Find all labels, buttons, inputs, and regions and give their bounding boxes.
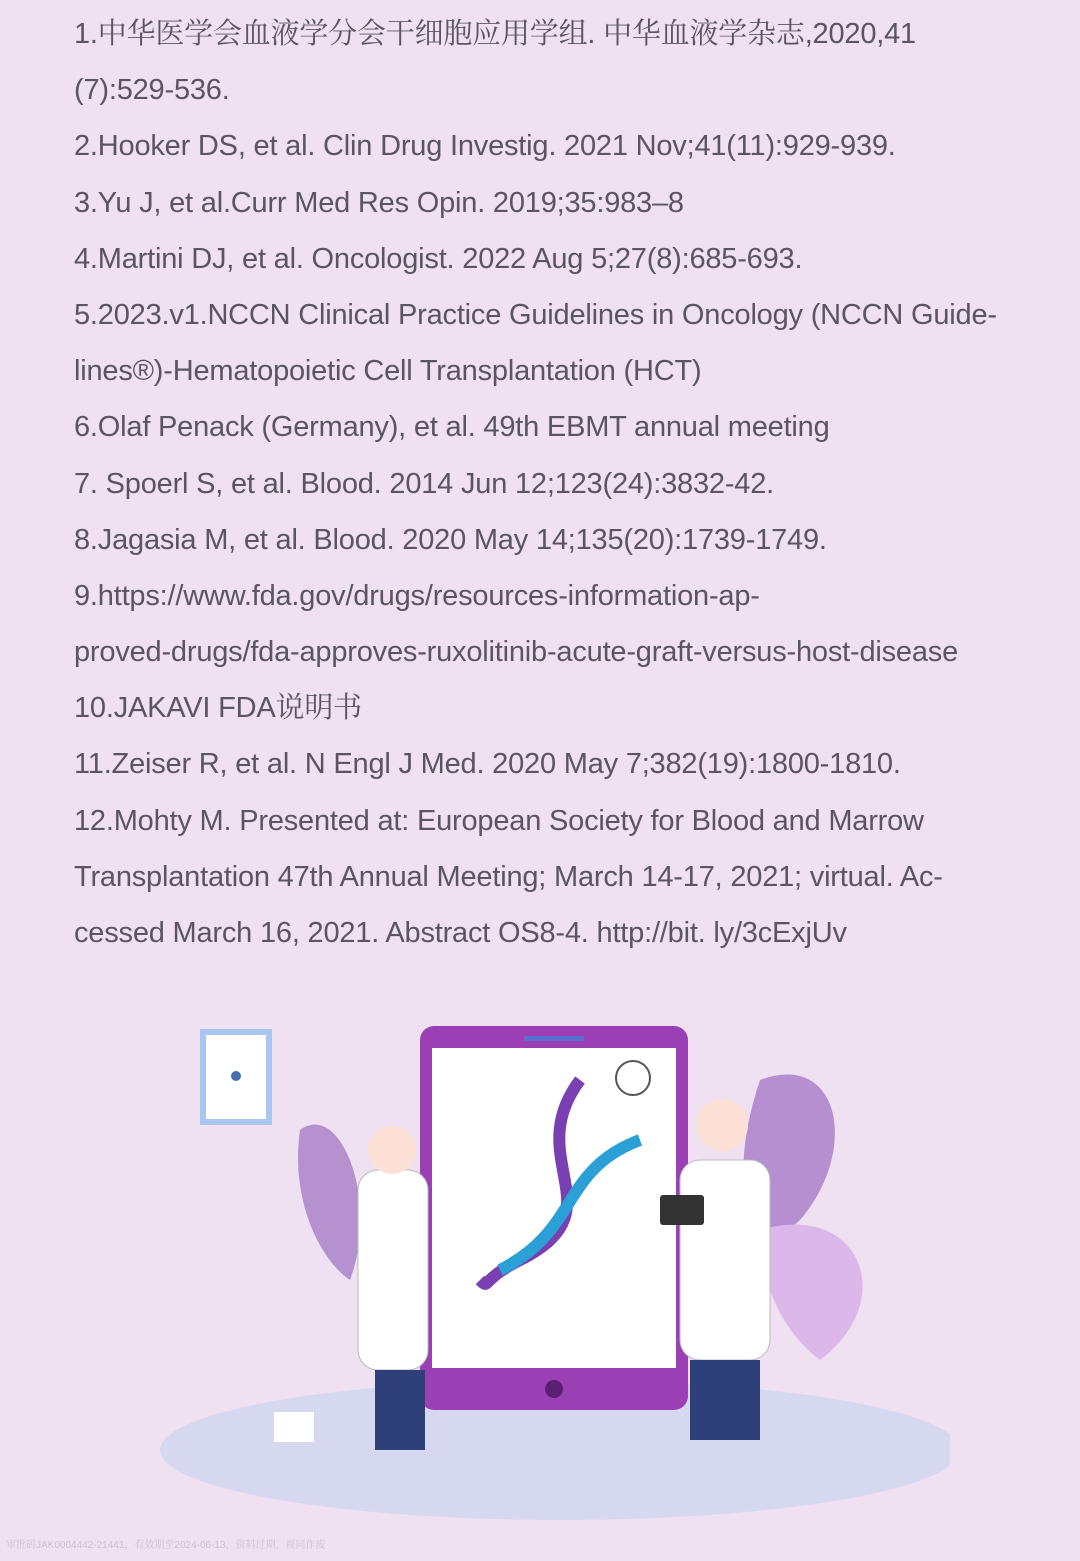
- leaf-decoration: [298, 1125, 360, 1280]
- reference-link[interactable]: proved-drugs/fda-approves-ruxolitinib-acute-graft-versus-host-disease: [74, 636, 958, 669]
- jar: [274, 1412, 314, 1442]
- molecule-icon: [231, 1071, 241, 1081]
- reference-line: 5.2023.v1.NCCN Clinical Practice Guidelines in Oncology (NCCN Guide-: [74, 298, 997, 331]
- reference-line: 12.Mohty M. Presented at: European Society for Blood and Marrow: [74, 804, 924, 837]
- reference-line: 11.Zeiser R, et al. N Engl J Med. 2020 May 7;382(19):1800-1810.: [74, 748, 901, 781]
- doctor-head: [696, 1099, 748, 1151]
- doctor-pants: [690, 1360, 760, 1440]
- reference-list: [74, 12, 1034, 967]
- tablet-screen: [432, 1048, 676, 1368]
- tablet-speaker: [524, 1036, 584, 1041]
- reference-line: 4.Martini DJ, et al. Oncologist. 2022 Aug 5;27(8):685-693.: [74, 242, 803, 275]
- reference-line: lines®)-Hematopoietic Cell Transplantation (HCT): [74, 355, 702, 388]
- leaf-decoration: [760, 1225, 863, 1360]
- doctors-dna-illustration: [150, 1000, 950, 1520]
- syringe-icon: [616, 1061, 650, 1095]
- reference-line: cessed March 16, 2021. Abstract OS8-4. http://bit. ly/3cExjUv: [74, 917, 847, 949]
- reference-line: (7):529-536.: [74, 74, 230, 107]
- reference-line: 1.中华医学会血液学分会干细胞应用学组. 中华血液学杂志,2020,41: [74, 18, 916, 50]
- doctor-pants: [375, 1370, 425, 1450]
- tablet-home-button: [545, 1380, 563, 1398]
- reference-line: 10.JAKAVI FDA说明书: [74, 692, 362, 725]
- reference-link[interactable]: 9.https://www.fda.gov/drugs/resources-information-ap-: [74, 579, 760, 612]
- approval-footer: 审批码JAK0004442-21441，有效期至2024-06-13，资料过期，视同作废: [6, 1540, 326, 1551]
- reference-line: Transplantation 47th Annual Meeting; March 14-17, 2021; virtual. Ac-: [74, 860, 943, 893]
- doctor-coat: [680, 1160, 770, 1360]
- reference-line: 6.Olaf Penack (Germany), et al. 49th EBMT annual meeting: [74, 411, 830, 444]
- doctor-coat: [358, 1170, 428, 1370]
- clipboard-tablet: [660, 1195, 704, 1225]
- reference-line: 7. Spoerl S, et al. Blood. 2014 Jun 12;123(24):3832-42.: [74, 467, 774, 500]
- reference-line: 8.Jagasia M, et al. Blood. 2020 May 14;135(20):1739-1749.: [74, 523, 827, 556]
- reference-line: 3.Yu J, et al.Curr Med Res Opin. 2019;35:983–8: [74, 186, 684, 219]
- doctor-head: [368, 1126, 416, 1174]
- reference-line: 2.Hooker DS, et al. Clin Drug Investig. 2021 Nov;41(11):929-939.: [74, 130, 896, 163]
